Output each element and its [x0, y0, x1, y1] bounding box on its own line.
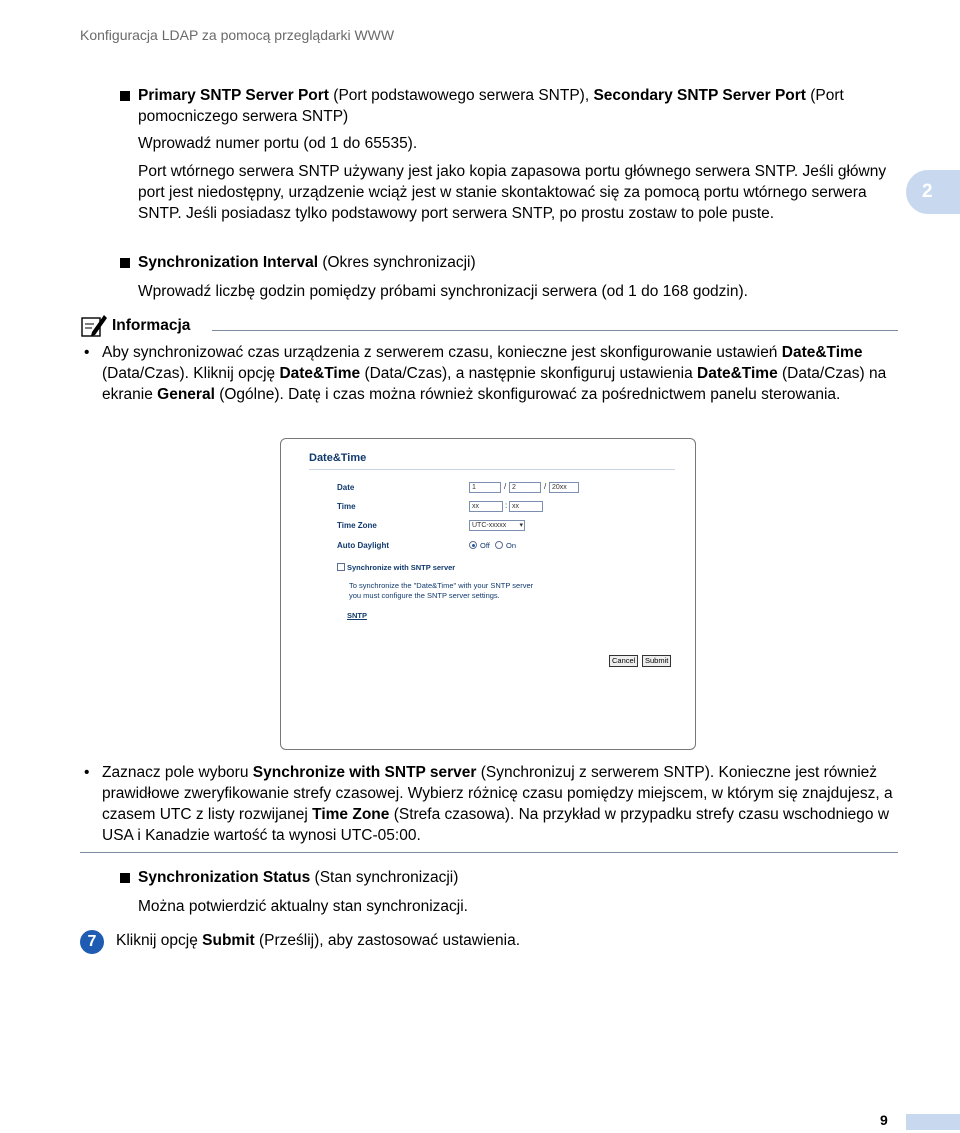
- screenshot-divider: [309, 469, 675, 470]
- date-label: Date: [337, 483, 355, 492]
- date-month-field[interactable]: 2: [509, 482, 541, 493]
- auto-daylight-label: Auto Daylight: [337, 541, 389, 550]
- sync-description: To synchronize the "Date&Time" with your SNTP server you must configure the SNTP server settings.: [349, 581, 534, 600]
- interval-item: [120, 252, 900, 273]
- cancel-button[interactable]: Cancel: [609, 655, 638, 667]
- time-zone-label: Time Zone: [337, 521, 377, 530]
- chevron-down-icon: ▾: [519, 522, 523, 529]
- daylight-on-label: On: [506, 541, 517, 550]
- note-pencil-icon: [80, 312, 108, 338]
- step-text: Kliknij opcję Submit (Prześlij), aby zastosować ustawienia.: [116, 932, 521, 949]
- note-item-2: • Zaznacz pole wyboru Synchronize with SNTP server (Synchronizuj z serwerem SNTP). Konieczne jest również prawidłowe zweryfikowanie strefy czasowej. Wybierz różnicę czasu pomiędzy miejscem, w którym się znajdujesz, a czasem UTC z listy rozwijanej Time Zone (Strefa czasowa). Na przykład w przypadku strefy czasu wschodniego w USA i Kanadzie wartość ta wynosi UTC-05:00.: [84, 764, 893, 844]
- submit-button[interactable]: Submit: [642, 655, 671, 667]
- port-backup-text: Port wtórnego serwera SNTP używany jest jako kopia zapasowa portu głównego serwera SNTP. Jeśli główny port jest niedostępny, urządzenie wciąż jest w stanie skontaktować się za pomocą portu wtórnego serwera SNTP. Jeśli posiadasz tylko podstawowy port serwera SNTP, po prostu zostaw to pole puste.: [138, 163, 887, 222]
- time-zone-select[interactable]: UTC-xxxxx ▾: [469, 520, 525, 531]
- time-hour-field[interactable]: xx: [469, 501, 503, 512]
- port-range-text: Wprowadź numer portu (od 1 do 65535).: [138, 135, 418, 152]
- square-bullet-icon: [120, 258, 130, 268]
- note-divider-bottom: [80, 852, 898, 853]
- daylight-off-label: Off: [480, 541, 490, 550]
- status-item: [120, 867, 900, 888]
- screenshot-title: Date&Time: [309, 452, 367, 464]
- step-number-badge: 7: [80, 930, 104, 954]
- running-header: Konfiguracja LDAP za pomocą przeglądarki WWW: [80, 27, 395, 43]
- time-label: Time: [337, 502, 356, 511]
- daylight-on-radio[interactable]: [495, 541, 503, 549]
- status-text: Można potwierdzić aktualny stan synchronizacji.: [138, 898, 468, 915]
- note-item-1: • Aby synchronizować czas urządzenia z serwerem czasu, konieczne jest skonfigurowanie ustawień Date&Time (Data/Czas). Kliknij opcję Date&Time (Data/Czas), a następnie skonfiguruj ustawienia Date&Time (Data/Czas) na ekranie General (Ogólne). Datę i czas można również skonfigurować za pośrednictwem panelu sterowania.: [84, 344, 887, 403]
- date-time-screenshot: Date&Time Date 1 / 2 / 20xx Time xx : xx Time Zone UTC-xxxxx ▾ Auto Daylight Off On Synchronize with SNTP server To synchronize the "Date&Time" with your SNTP server you must configure the SNTP server settings. SNTP Cancel Submit: [280, 438, 696, 750]
- sync-sntp-label: Synchronize with SNTP server: [347, 563, 456, 572]
- date-day-field[interactable]: 1: [469, 482, 501, 493]
- chapter-tab: 2: [906, 170, 960, 214]
- note-divider-top: [212, 330, 898, 331]
- bullet-dot-icon: •: [84, 344, 90, 361]
- status-item-heading: Synchronization Status (Stan synchronizacji): [138, 869, 459, 886]
- sntp-link[interactable]: SNTP: [347, 611, 368, 620]
- bullet-dot-icon: •: [84, 764, 90, 781]
- interval-item-heading: Synchronization Interval (Okres synchronizacji): [138, 254, 476, 271]
- interval-text: Wprowadź liczbę godzin pomiędzy próbami synchronizacji serwera (od 1 do 168 godzin).: [138, 283, 748, 300]
- daylight-off-radio[interactable]: [469, 541, 477, 549]
- square-bullet-icon: [120, 873, 130, 883]
- note-header: [80, 312, 898, 340]
- time-minute-field[interactable]: xx: [509, 501, 543, 512]
- note-title: Informacja: [112, 317, 191, 334]
- sync-sntp-checkbox[interactable]: [337, 563, 345, 571]
- port-item: [120, 85, 900, 127]
- date-year-field[interactable]: 20xx: [549, 482, 579, 493]
- page-number: 9: [880, 1112, 888, 1128]
- square-bullet-icon: [120, 91, 130, 101]
- page-tab: [906, 1114, 960, 1130]
- port-item-heading: Primary SNTP Server Port (Port podstawowego serwera SNTP), Secondary SNTP Server Port (Port pomocniczego serwera SNTP): [138, 87, 844, 125]
